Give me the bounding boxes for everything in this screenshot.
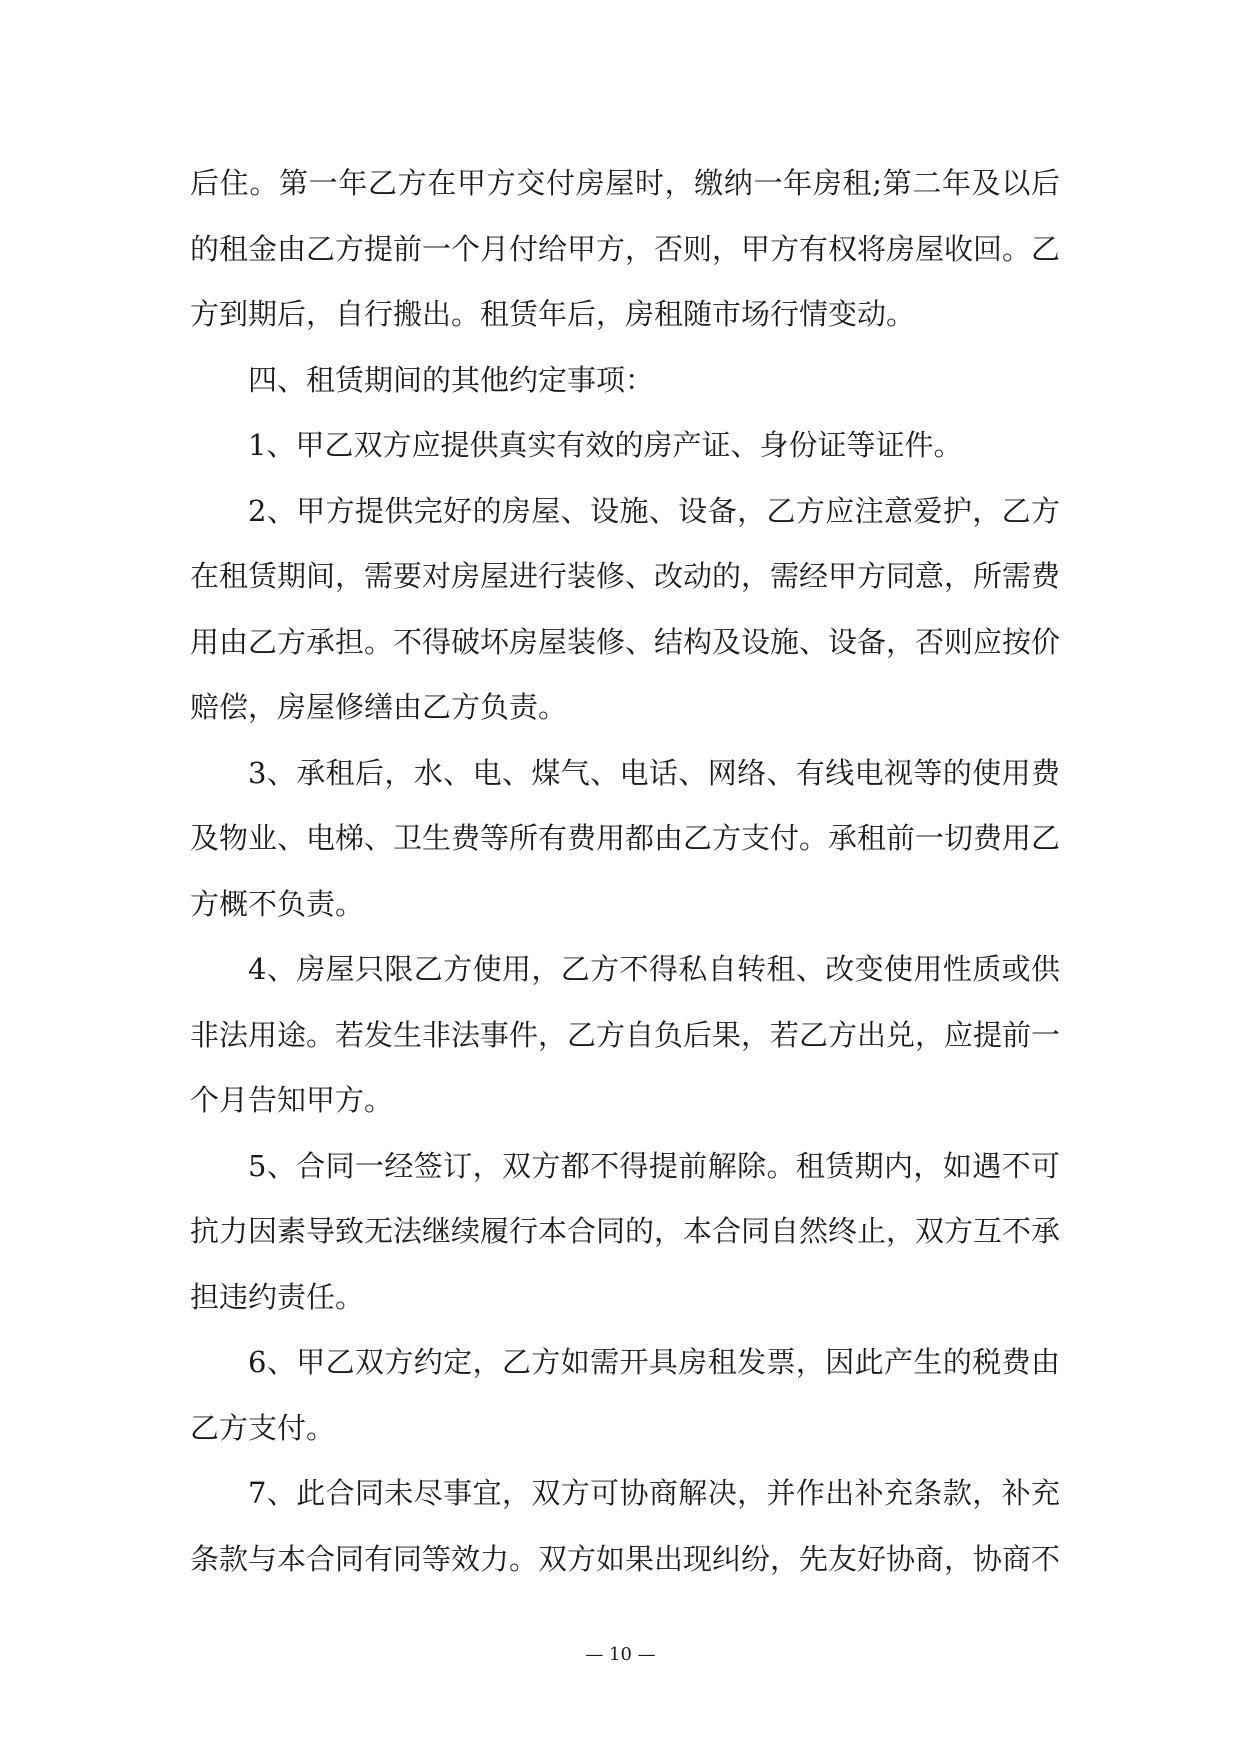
text-line: 方概不负责。 <box>190 886 365 921</box>
section-heading <box>190 348 1060 414</box>
text-line: 非法用途。若发生非法事件，乙方自负后果，若乙方出兑，应提前一 <box>190 1017 1061 1052</box>
text-line: 个月告知甲方。 <box>190 1083 394 1117</box>
text-line: 3、承租后，水、电、煤气、电话、网络、有线电视等的使用费 <box>248 755 1060 790</box>
text-line: 四、租赁期间的其他约定事项： <box>248 362 655 397</box>
text-line: 1、甲乙双方应提供真实有效的房产证、身份证等证件。 <box>248 428 963 462</box>
clause-5 <box>190 1134 1060 1331</box>
clause-4 <box>190 937 1060 1134</box>
text-line: 2、甲方提供完好的房屋、设施、设备，乙方应注意爱护，乙方 <box>248 493 1060 528</box>
text-line: 在租赁期间，需要对房屋进行装修、改动的，需经甲方同意，所需费 <box>190 559 1061 593</box>
clause-1 <box>190 413 1060 479</box>
document-body <box>190 151 1060 1592</box>
text-line: 的租金由乙方提前一个月付给甲方，否则，甲方有权将房屋收回。乙 <box>190 231 1061 266</box>
text-line: 抗力因素导致无法继续履行本合同的，本合同自然终止，双方互不承 <box>190 1214 1061 1248</box>
clause-6 <box>190 1330 1060 1461</box>
text-line: 4、房屋只限乙方使用，乙方不得私自转租、改变使用性质或供 <box>248 952 1060 986</box>
text-line: 及物业、电梯、卫生费等所有费用都由乙方支付。承租前一切费用乙 <box>190 821 1061 855</box>
text-line: 5、合同一经签订，双方都不得提前解除。租赁期内，如遇不可 <box>248 1148 1060 1183</box>
text-line: 担违约责任。 <box>190 1279 365 1314</box>
text-line: 后住。第一年乙方在甲方交付房屋时，缴纳一年房租;第二年及以后 <box>190 166 1060 200</box>
text-line: 乙方支付。 <box>190 1410 336 1445</box>
text-line: 条款与本合同有同等效力。双方如果出现纠纷，先友好协商，协商不 <box>190 1541 1061 1576</box>
text-line: 方到期后，自行搬出。租赁年后，房租随市场行情变动。 <box>190 297 916 331</box>
text-line: 赔偿，房屋修缮由乙方负责。 <box>190 690 568 724</box>
text-line: 6、甲乙双方约定，乙方如需开具房租发票，因此产生的税费由 <box>248 1345 1060 1379</box>
clause-3 <box>190 741 1060 938</box>
clause-7 <box>190 1461 1060 1592</box>
text-line: 7、此合同未尽事宜，双方可协商解决，并作出补充条款，补充 <box>248 1476 1060 1510</box>
clause-2 <box>190 479 1060 741</box>
text-line: 用由乙方承担。不得破坏房屋装修、结构及设施、设备，否则应按价 <box>190 624 1061 659</box>
page-number: — 10 — <box>585 1644 656 1665</box>
paragraph-continuation <box>190 151 1060 348</box>
